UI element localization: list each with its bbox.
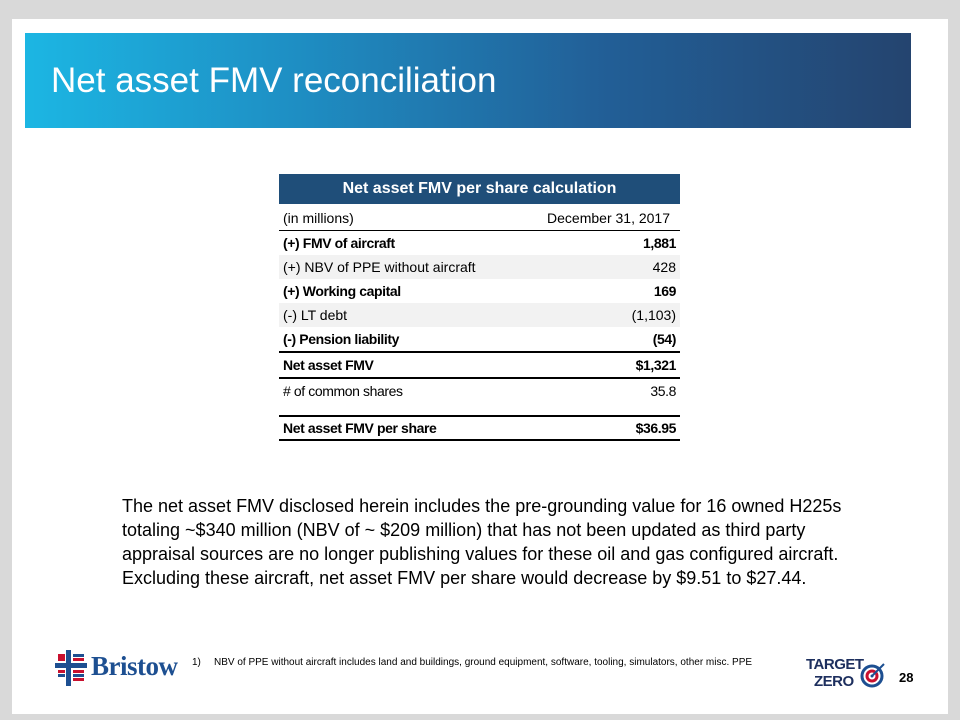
- row-value: $1,321: [635, 357, 676, 373]
- bristow-flag-icon: [55, 650, 87, 686]
- table-header: Net asset FMV per share calculation: [279, 174, 680, 204]
- row-label: (-) LT debt: [283, 307, 348, 323]
- target-zero-logo: [804, 656, 886, 692]
- row-value: 1,881: [642, 235, 676, 251]
- fmv-table: [279, 174, 680, 441]
- target-zero-line2: ZERO: [814, 673, 854, 690]
- table-row-total: [279, 351, 680, 377]
- table-row: [279, 279, 680, 303]
- row-value: (54): [652, 331, 676, 347]
- row-label: (+) Working capital: [283, 283, 401, 299]
- target-icon: [860, 662, 886, 688]
- title-banner: [25, 33, 911, 128]
- row-value: (1,103): [631, 307, 676, 323]
- table-row: [279, 377, 680, 403]
- row-value: 169: [653, 283, 676, 299]
- target-zero-line1: TARGET: [806, 656, 864, 673]
- row-label: (-) Pension liability: [283, 331, 400, 347]
- body-paragraph: The net asset FMV disclosed herein includes the pre-grounding value for 16 owned H225s totaling ~$340 million (NBV of ~ $209 million) that has not been updated as third party appraisal sources are no longer publishing values for these oil and gas configured aircraft. Excluding these aircraft, net asset FMV per share would decrease by $9.51 to $27.44.: [122, 496, 842, 588]
- table-subheader: [279, 206, 680, 231]
- footnote-number: 1): [192, 657, 201, 668]
- row-label: Net asset FMV: [283, 357, 374, 373]
- table-row: [279, 327, 680, 351]
- row-label: Net asset FMV per share: [283, 420, 437, 436]
- row-value: $36.95: [635, 420, 676, 436]
- row-label: (+) NBV of PPE without aircraft: [283, 259, 476, 275]
- table-row-final: [279, 415, 680, 441]
- row-value: 35.8: [650, 383, 676, 399]
- date-label: December 31, 2017: [547, 210, 670, 226]
- table-row: [279, 231, 680, 255]
- table-row: [279, 303, 680, 327]
- footnote-text: NBV of PPE without aircraft includes land and buildings, ground equipment, software, tooling, simulators, other misc. PPE: [214, 657, 753, 668]
- bristow-logo: [55, 650, 180, 686]
- row-label: (+) FMV of aircraft: [283, 235, 395, 251]
- row-label: # of common shares: [283, 383, 403, 399]
- unit-label: (in millions): [283, 210, 354, 226]
- slide-title: Net asset FMV reconciliation: [51, 61, 497, 100]
- row-value: 428: [652, 259, 676, 275]
- page-number: 28: [899, 670, 914, 685]
- bristow-wordmark: Bristow: [91, 651, 178, 681]
- table-row: [279, 255, 680, 279]
